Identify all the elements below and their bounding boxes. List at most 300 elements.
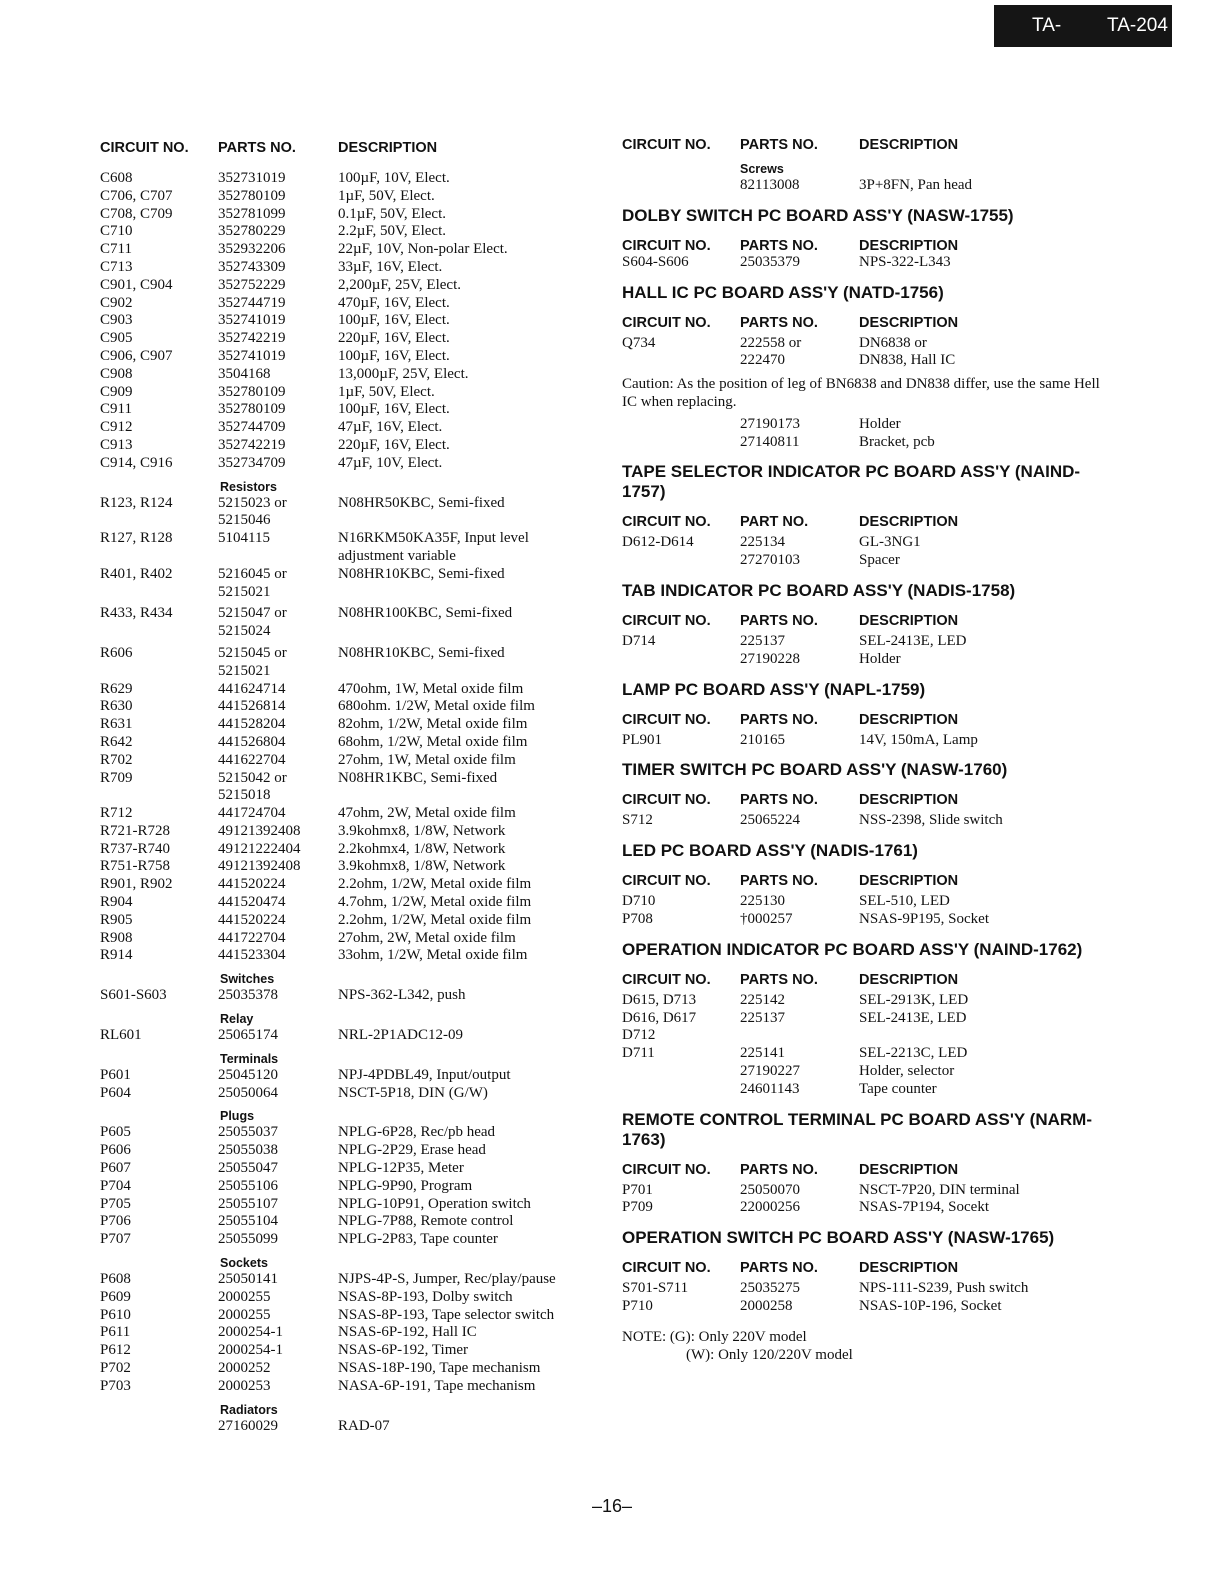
parts-no: 25045120 (218, 1066, 278, 1083)
circuit-header: CIRCUIT NO. (622, 792, 711, 809)
caution-note: Caution: As the position of leg of BN6838 and DN838 differ, use the same Hell IC when replacing. (622, 376, 1100, 410)
parts-no: 49121392408 (218, 822, 301, 839)
parts-header: PARTS NO. (740, 971, 818, 988)
left-parts-column (100, 134, 595, 1435)
circuit-header: CIRCUIT NO. (622, 612, 711, 629)
parts-no: 225137 (740, 632, 785, 649)
circuit-no (622, 434, 740, 452)
description: 220µF, 16V, Elect. (338, 330, 450, 347)
circuit-no: P709 (622, 1199, 653, 1216)
parts-no: 441624714 (218, 680, 286, 697)
parts-no: 25055107 (218, 1195, 278, 1212)
table-row (100, 348, 595, 366)
table-row (622, 633, 1112, 651)
table-row (100, 241, 595, 259)
column-headers (622, 1252, 1112, 1276)
parts-no: 25055106 (218, 1177, 278, 1194)
parts-no: 441523304 (218, 947, 286, 964)
circuit-no: S601-S603 (100, 987, 167, 1004)
section-title: HALL IC PC BOARD ASS'Y (NATD-1756) (622, 282, 944, 302)
circuit-no: C905 (100, 330, 133, 347)
circuit-no: P701 (622, 1181, 653, 1198)
description: NPLG-12P35, Meter (338, 1160, 464, 1177)
circuit-no (622, 1081, 740, 1099)
description: 220µF, 16V, Elect. (338, 436, 450, 453)
parts-no: 22000256 (740, 1199, 800, 1216)
circuit-no: C706, C707 (100, 187, 173, 204)
parts-no: 5215042 or (218, 769, 287, 786)
parts-no: 5215021 (218, 662, 271, 679)
parts-no: 441722704 (218, 929, 286, 946)
table-row (100, 530, 595, 548)
circuit-no: PL901 (622, 731, 663, 748)
circuit-no: C711 (100, 241, 132, 258)
circuit-no: C909 (100, 383, 133, 400)
circuit-header: CIRCUIT NO. (622, 314, 711, 331)
parts-no: 441526804 (218, 733, 286, 750)
table-row (100, 548, 595, 566)
circuit-no: R123, R124 (100, 494, 173, 511)
column-headers (622, 506, 1112, 530)
parts-no: 441520224 (218, 876, 286, 893)
table-row (100, 584, 595, 602)
note-line: NOTE: (G): Only 220V model (622, 1328, 807, 1345)
circuit-no: P612 (100, 1342, 131, 1359)
table-row (100, 1085, 595, 1103)
circuit-header: CIRCUIT NO. (100, 140, 189, 156)
table-row (100, 605, 595, 623)
parts-no: 352742219 (218, 330, 286, 347)
table-row (100, 912, 595, 930)
parts-no: 24601143 (740, 1080, 800, 1097)
description: 14V, 150mA, Lamp (859, 731, 978, 748)
description: 2,200µF, 25V, Elect. (338, 276, 461, 293)
parts-header: PARTS NO. (740, 612, 818, 629)
parts-no: 25050070 (740, 1181, 800, 1198)
parts-no: 27160029 (218, 1417, 278, 1434)
circuit-no: C713 (100, 258, 133, 275)
description: 3P+8FN, Pan head (859, 177, 973, 193)
parts-no: 352744719 (218, 294, 286, 311)
circuit-no: C908 (100, 365, 133, 382)
parts-no: 441520474 (218, 894, 286, 911)
table-row (100, 206, 595, 224)
table-row (100, 366, 595, 384)
circuit-no: D711 (622, 1045, 655, 1062)
description: 1µF, 50V, Elect. (338, 187, 435, 204)
circuit-no: D710 (622, 893, 656, 910)
description-header: DESCRIPTION (859, 314, 959, 331)
table-row (100, 1027, 595, 1045)
parts-no: 5215046 (218, 512, 271, 529)
parts-no: 2000255 (218, 1306, 271, 1323)
circuit-no: P702 (100, 1360, 131, 1377)
table-row (622, 177, 1112, 195)
table-row (100, 384, 595, 402)
parts-no: 25065174 (218, 1027, 278, 1044)
table-row (100, 681, 595, 699)
table-row (100, 419, 595, 437)
table-row (100, 170, 595, 188)
circuit-no: R401, R402 (100, 565, 173, 582)
description: RAD-07 (338, 1417, 390, 1434)
description-header: DESCRIPTION (859, 1161, 959, 1178)
section-title: OPERATION INDICATOR PC BOARD ASS'Y (NAIND-1762) (622, 939, 1083, 959)
circuit-no: D712 (622, 1027, 656, 1044)
parts-no: 225141 (740, 1045, 785, 1062)
circuit-no: P710 (622, 1297, 653, 1314)
circuit-no: P707 (100, 1231, 131, 1248)
circuit-no: P704 (100, 1177, 131, 1194)
table-row (100, 698, 595, 716)
description: NPJ-4PDBL49, Input/output (338, 1066, 511, 1083)
column-headers (622, 964, 1112, 988)
column-headers (622, 307, 1112, 331)
parts-no: 352781099 (218, 205, 286, 222)
table-row (100, 512, 595, 530)
circuit-no: C708, C709 (100, 205, 173, 222)
circuit-no: D714 (622, 632, 656, 649)
table-row (100, 894, 595, 912)
category-label: Radiators (220, 1402, 278, 1417)
description: NSCT-5P18, DIN (G/W) (338, 1084, 488, 1101)
table-row (622, 1298, 1112, 1316)
table-row (622, 1081, 1112, 1099)
parts-no: 352741019 (218, 312, 286, 329)
table-row (100, 1378, 595, 1396)
table-row (622, 732, 1112, 750)
parts-no: 25050064 (218, 1084, 278, 1101)
circuit-no: R712 (100, 805, 133, 822)
parts-header: PARTS NO. (740, 711, 818, 728)
table-row (100, 495, 595, 513)
circuit-header: CIRCUIT NO. (622, 137, 711, 153)
description: NPS-111-S239, Push switch (859, 1280, 1029, 1297)
description: DN6838 or (859, 334, 927, 351)
model-tab-left: TA- (1032, 15, 1062, 36)
description: N08HR1KBC, Semi-fixed (338, 769, 498, 786)
table-row (100, 1418, 595, 1436)
table-row (100, 858, 595, 876)
description: 0.1µF, 50V, Elect. (338, 205, 446, 222)
table-row (622, 1280, 1112, 1298)
parts-no: 352741019 (218, 347, 286, 364)
table-row (100, 1307, 595, 1325)
circuit-no: P601 (100, 1066, 131, 1083)
description: 470µF, 16V, Elect. (338, 294, 450, 311)
description: NASA-6P-191, Tape mechanism (338, 1377, 536, 1394)
description: SEL-2213C, LED (859, 1045, 968, 1062)
description: N08HR10KBC, Semi-fixed (338, 565, 505, 582)
parts-no: 2000254-1 (218, 1324, 283, 1341)
circuit-no: C710 (100, 223, 133, 240)
parts-no: 27190173 (740, 415, 800, 432)
circuit-no: C608 (100, 170, 133, 186)
table-row (100, 1067, 595, 1085)
table-row (100, 987, 595, 1005)
parts-no: 27270103 (740, 552, 800, 569)
parts-no: 222558 or (740, 334, 802, 351)
circuit-no (622, 416, 740, 434)
parts-header: PARTS NO. (740, 1161, 818, 1178)
table-row (622, 1027, 1112, 1045)
circuit-header: CIRCUIT NO. (622, 971, 711, 988)
table-row (100, 295, 595, 313)
table-row (100, 277, 595, 295)
description-header: DESCRIPTION (338, 140, 438, 156)
circuit-header: CIRCUIT NO. (622, 711, 711, 728)
circuit-no (622, 177, 740, 195)
parts-no: 27190227 (740, 1062, 800, 1079)
circuit-no (100, 623, 218, 641)
table-row (100, 1360, 595, 1378)
parts-no: 25055099 (218, 1231, 278, 1248)
description: NSAS-6P-192, Timer (338, 1342, 469, 1359)
parts-no: 25035378 (218, 987, 278, 1004)
circuit-no (622, 651, 740, 669)
parts-no: 49121222404 (218, 840, 301, 857)
parts-no: 352932206 (218, 241, 286, 258)
circuit-no: R908 (100, 929, 133, 946)
category-label: Screws (740, 162, 784, 176)
description-header: DESCRIPTION (859, 792, 959, 809)
column-headers (622, 704, 1112, 728)
description: 47µF, 16V, Elect. (338, 419, 443, 436)
parts-no: 352780109 (218, 187, 286, 204)
circuit-no: R631 (100, 716, 133, 733)
parts-no: 2000258 (740, 1297, 793, 1314)
description: Holder, selector (859, 1062, 955, 1079)
description: SEL-510, LED (859, 893, 950, 910)
description: NSS-2398, Slide switch (859, 812, 1003, 829)
parts-no: 25035275 (740, 1280, 800, 1297)
description: 470ohm, 1W, Metal oxide film (338, 680, 524, 697)
description: NPLG-10P91, Operation switch (338, 1195, 531, 1212)
table-row (622, 1182, 1112, 1200)
circuit-no: R642 (100, 733, 133, 750)
circuit-no (100, 548, 218, 566)
circuit-header: CIRCUIT NO. (622, 237, 711, 254)
column-headers (622, 1154, 1112, 1178)
column-headers (622, 865, 1112, 889)
table-row (100, 312, 595, 330)
description: NPS-322-L343 (859, 253, 951, 270)
circuit-no: C903 (100, 312, 133, 329)
table-row (100, 787, 595, 805)
description: NSAS-10P-196, Socket (859, 1297, 1002, 1314)
parts-no: 2000252 (218, 1360, 271, 1377)
description-header: DESCRIPTION (859, 711, 959, 728)
circuit-no: R751-R758 (100, 858, 171, 875)
parts-no: 25055047 (218, 1160, 278, 1177)
parts-no: 441528204 (218, 716, 286, 733)
section-title: TIMER SWITCH PC BOARD ASS'Y (NASW-1760) (622, 760, 1008, 780)
description: 3.9kohmx8, 1/8W, Network (338, 858, 506, 875)
table-row (100, 223, 595, 241)
section-title: DOLBY SWITCH PC BOARD ASS'Y (NASW-1755) (622, 205, 1014, 225)
parts-no: 27140811 (740, 433, 800, 450)
parts-no: 441520224 (218, 911, 286, 928)
description: NSAS-18P-190, Tape mechanism (338, 1360, 541, 1377)
parts-no: 352744709 (218, 419, 286, 436)
description (338, 623, 595, 641)
parts-no: 3504168 (218, 365, 271, 382)
section-title: OPERATION SWITCH PC BOARD ASS'Y (NASW-1765) (622, 1228, 1055, 1248)
table-row (100, 876, 595, 894)
table-row (100, 623, 595, 641)
circuit-no: C913 (100, 436, 133, 453)
description: NSAS-8P-193, Dolby switch (338, 1288, 513, 1305)
parts-header: PARTS NO. (740, 237, 818, 254)
table-row (100, 1342, 595, 1360)
column-headers (622, 784, 1112, 808)
parts-no: 352742219 (218, 436, 286, 453)
circuit-no (100, 787, 218, 805)
description: 1µF, 50V, Elect. (338, 383, 435, 400)
parts-header: PARTS NO. (740, 792, 818, 809)
column-headers (622, 605, 1112, 629)
circuit-no (100, 663, 218, 681)
description: 22µF, 10V, Non-polar Elect. (338, 241, 508, 258)
page-number: –16– (591, 1496, 633, 1516)
description: N08HR10KBC, Semi-fixed (338, 644, 505, 661)
description: 100µF, 10V, Elect. (338, 170, 450, 186)
description: 2.2ohm, 1/2W, Metal oxide film (338, 911, 532, 928)
parts-no: 5216045 or (218, 565, 287, 582)
description: 68ohm, 1/2W, Metal oxide film (338, 733, 528, 750)
circuit-header: CIRCUIT NO. (622, 873, 711, 890)
table-row (622, 534, 1112, 552)
table-row (622, 552, 1112, 570)
description: NPLG-2P83, Tape counter (338, 1231, 498, 1248)
parts-no: 5215047 or (218, 605, 287, 622)
description-header: DESCRIPTION (859, 612, 959, 629)
circuit-no (100, 512, 218, 530)
parts-no: 5215024 (218, 623, 271, 640)
note-line: (W): Only 120/220V model (686, 1346, 853, 1363)
parts-no: †000257 (740, 910, 793, 927)
table-row (100, 1324, 595, 1342)
description: 33µF, 16V, Elect. (338, 258, 443, 275)
parts-no (218, 548, 338, 566)
circuit-no: P703 (100, 1377, 131, 1394)
description: 13,000µF, 25V, Elect. (338, 365, 469, 382)
table-row (622, 911, 1112, 929)
parts-no: 352780229 (218, 223, 286, 240)
circuit-no: C911 (100, 401, 132, 418)
circuit-no: P608 (100, 1271, 131, 1288)
circuit-no: P609 (100, 1288, 131, 1305)
description: NSAS-8P-193, Tape selector switch (338, 1306, 555, 1323)
section-title: TAB INDICATOR PC BOARD ASS'Y (NADIS-1758) (622, 580, 1016, 600)
description: 100µF, 16V, Elect. (338, 401, 450, 418)
circuit-no: R127, R128 (100, 530, 173, 547)
table-row (100, 1271, 595, 1289)
table-row (622, 812, 1112, 830)
circuit-no: R709 (100, 769, 133, 786)
description: Holder (859, 415, 901, 432)
circuit-header: CIRCUIT NO. (622, 1161, 711, 1178)
parts-header: PART NO. (740, 514, 809, 531)
parts-no: 82113008 (740, 177, 800, 193)
circuit-no: RL601 (100, 1027, 142, 1044)
table-row (100, 259, 595, 277)
table-row (622, 1010, 1112, 1028)
description: 100µF, 16V, Elect. (338, 347, 450, 364)
circuit-no: P606 (100, 1142, 131, 1159)
parts-no: 225130 (740, 893, 785, 910)
table-row (100, 663, 595, 681)
circuit-no: D616, D617 (622, 1009, 697, 1026)
circuit-no: R721-R728 (100, 822, 171, 839)
circuit-no: R630 (100, 698, 133, 715)
circuit-no: P610 (100, 1306, 131, 1323)
description: NPLG-6P28, Rec/pb head (338, 1124, 496, 1141)
circuit-header: CIRCUIT NO. (622, 514, 711, 531)
section-title: TAPE SELECTOR INDICATOR PC BOARD ASS'Y (NAIND-1757) (622, 462, 1081, 502)
circuit-no: C912 (100, 419, 133, 436)
description-header: DESCRIPTION (859, 971, 959, 988)
circuit-no: D612-D614 (622, 534, 694, 551)
circuit-no: P611 (100, 1324, 131, 1341)
table-row (622, 335, 1112, 353)
description: SEL-2413E, LED (859, 632, 967, 649)
parts-no: 225142 (740, 991, 785, 1008)
circuit-header: CIRCUIT NO. (622, 1260, 711, 1277)
description: Tape counter (859, 1080, 937, 1097)
table-row (100, 752, 595, 770)
description (338, 512, 595, 530)
table-row (100, 437, 595, 455)
parts-no: 2000255 (218, 1288, 271, 1305)
description: SEL-2413E, LED (859, 1009, 967, 1026)
circuit-no: S701-S711 (622, 1280, 689, 1297)
description: N16RKM50KA35F, Input level (338, 530, 529, 547)
description: NJPS-4P-S, Jumper, Rec/play/pause (338, 1271, 556, 1288)
parts-no: 352780109 (218, 401, 286, 418)
section-title: REMOTE CONTROL TERMINAL PC BOARD ASS'Y (NARM-1763) (622, 1109, 1092, 1149)
description: N08HR50KBC, Semi-fixed (338, 494, 505, 511)
description: Bracket, pcb (859, 433, 935, 450)
parts-no: 25065224 (740, 812, 800, 829)
category-label: Relay (220, 1012, 254, 1027)
description: NSCT-7P20, DIN terminal (859, 1181, 1020, 1198)
parts-no: 352743309 (218, 258, 286, 275)
category-label: Switches (220, 972, 275, 987)
circuit-no: R606 (100, 644, 133, 661)
model-tab-right: TA-204 (1107, 15, 1168, 36)
parts-no: 441724704 (218, 805, 286, 822)
table-row (622, 352, 1112, 370)
circuit-no: P706 (100, 1213, 131, 1230)
description: NSAS-6P-192, Hall IC (338, 1324, 477, 1341)
description: 47ohm, 2W, Metal oxide film (338, 805, 516, 822)
circuit-no (622, 1063, 740, 1081)
column-headers (622, 230, 1112, 254)
description: Spacer (859, 552, 900, 569)
description-header: DESCRIPTION (859, 237, 959, 254)
table-row (100, 401, 595, 419)
table-row (622, 434, 1112, 452)
table-row (100, 645, 595, 663)
parts-no: 25055038 (218, 1142, 278, 1159)
circuit-no (622, 552, 740, 570)
circuit-no: C906, C907 (100, 347, 173, 364)
category-label: Resistors (220, 479, 277, 494)
table-row (100, 805, 595, 823)
circuit-no: S712 (622, 812, 653, 829)
description: 27ohm, 2W, Metal oxide film (338, 929, 516, 946)
